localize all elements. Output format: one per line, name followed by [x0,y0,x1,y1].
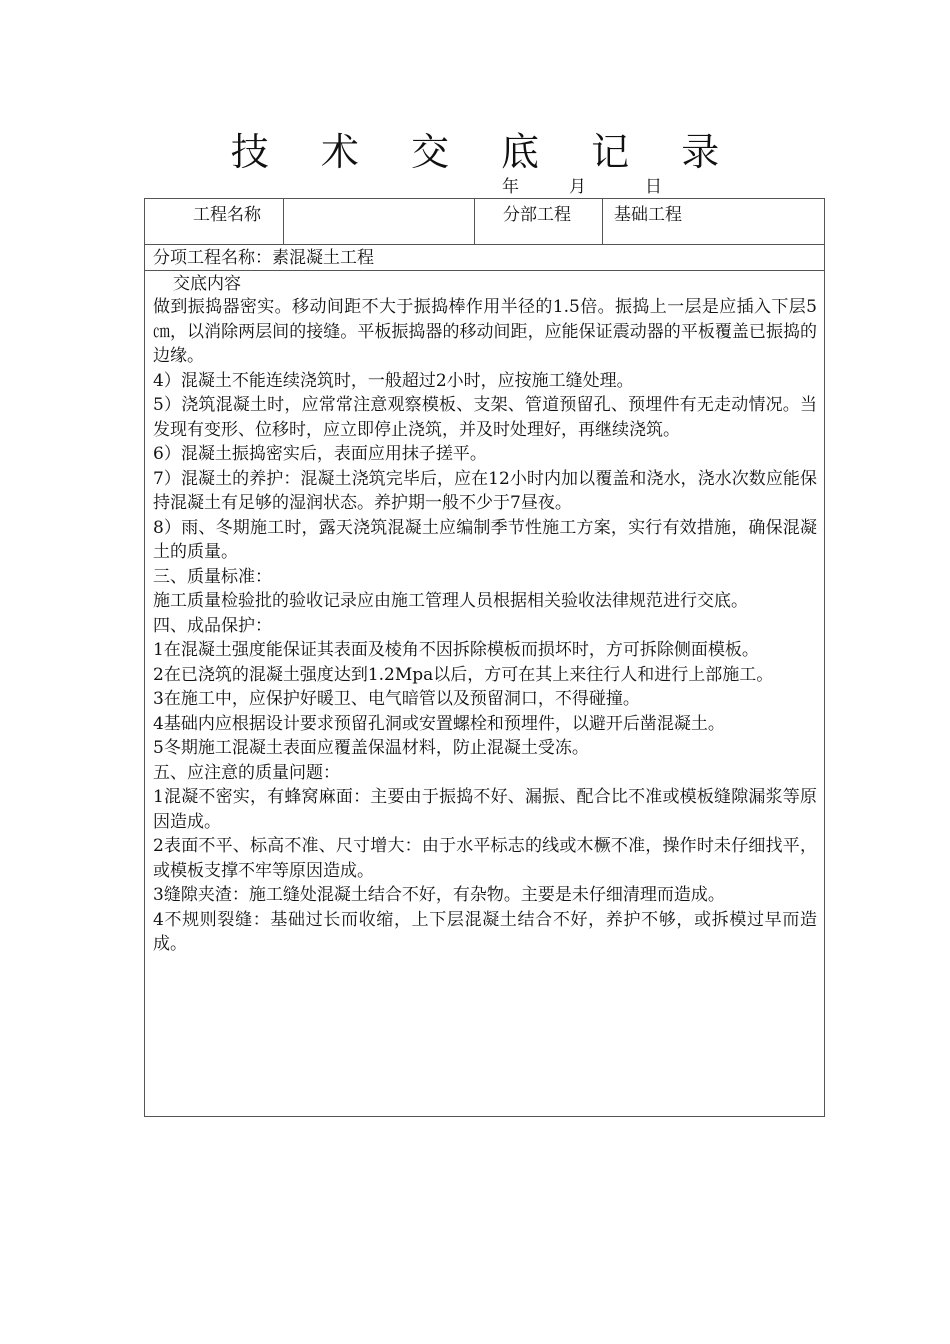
content-paragraph: 2表面不平、标高不准、尺寸增大：由于水平标志的线或木橛不准，操作时未仔细找平，或模板支撑不牢等原因造成。 [153,836,817,881]
subitem-row [153,247,374,269]
date-day-label: 日 [645,177,662,197]
subitem-label: 分项工程名称： [153,248,272,268]
division-value: 基础工程 [614,205,682,225]
content-paragraph: 施工质量检验批的验收记录应由施工管理人员根据相关验收法律规范进行交底。 [153,591,748,611]
content-paragraph: 4不规则裂缝：基础过长而收缩，上下层混凝土结合不好，养护不够，或拆模过早而造成。 [153,909,817,954]
header-divider [474,199,475,244]
record-table [144,198,825,1117]
row-divider [145,270,824,271]
content-heading: 交底内容 [173,274,241,294]
document-title: 技 术 交 底 记 录 [230,130,740,174]
content-paragraph: 4）混凝土不能连续浇筑时，一般超过2小时，应按施工缝处理。 [153,370,634,391]
content-paragraph: 6）混凝土振捣密实后，表面应用抹子搓平。 [153,444,487,464]
project-name-label: 工程名称 [193,205,261,225]
date-year-label: 年 [502,177,519,197]
header-divider [602,199,603,244]
section-heading-quality-standard: 三、质量标准： [153,566,272,587]
content-paragraph: 1在混凝土强度能保证其表面及棱角不因拆除模板而损坏时，方可拆除侧面模板。 [153,640,759,660]
subitem-value: 素混凝土工程 [272,248,374,268]
section-heading-quality-issues: 五、应注意的质量问题： [153,762,340,783]
content-paragraph: 3在施工中，应保护好暖卫、电气暗管以及预留洞口，不得碰撞。 [153,689,640,709]
content-paragraph: 做到振捣器密实。移动间距不大于振捣棒作用半径的1.5倍。振捣上一层是应插入下层5㎝，以消除两层间的接缝。平板振捣器的移动间距，应能保证震动器的平板覆盖已振捣的边缘。 [153,297,817,366]
content-paragraph: 1混凝不密实，有蜂窝麻面：主要由于振捣不好、漏振、配合比不准或模板缝隙漏浆等原因造成。 [153,787,817,832]
content-paragraph: 5）浇筑混凝土时，应常常注意观察模板、支架、管道预留孔、预埋件有无走动情况。当发现有变形、位移时，应立即停止浇筑，并及时处理好，再继续浇筑。 [153,395,817,440]
content-paragraph: 8）雨、冬期施工时，露天浇筑混凝土应编制季节性施工方案，实行有效措施，确保混凝土的质量。 [153,517,817,562]
content-paragraph: 4基础内应根据设计要求预留孔洞或安置螺栓和预埋件，以避开后凿混凝土。 [153,713,725,734]
row-divider [145,244,824,245]
content-paragraph: 3缝隙夹渣：施工缝处混凝土结合不好，有杂物。主要是未仔细清理而造成。 [153,885,725,905]
date-month-label: 月 [569,177,586,197]
content-paragraph: 2在已浇筑的混凝土强度达到1.2Mpa以后，方可在其上来往行人和进行上部施工。 [153,664,774,685]
division-label: 分部工程 [503,205,571,225]
header-divider [283,199,284,244]
content-paragraph: 7）混凝土的养护：混凝土浇筑完毕后，应在12小时内加以覆盖和浇水，浇水次数应能保持混凝土有足够的湿润状态。养护期一般不少于7昼夜。 [153,468,817,513]
content-paragraph: 5冬期施工混凝土表面应覆盖保温材料，防止混凝土受冻。 [153,738,589,758]
content-body [153,295,817,957]
section-heading-product-protection: 四、成品保护： [153,615,272,636]
